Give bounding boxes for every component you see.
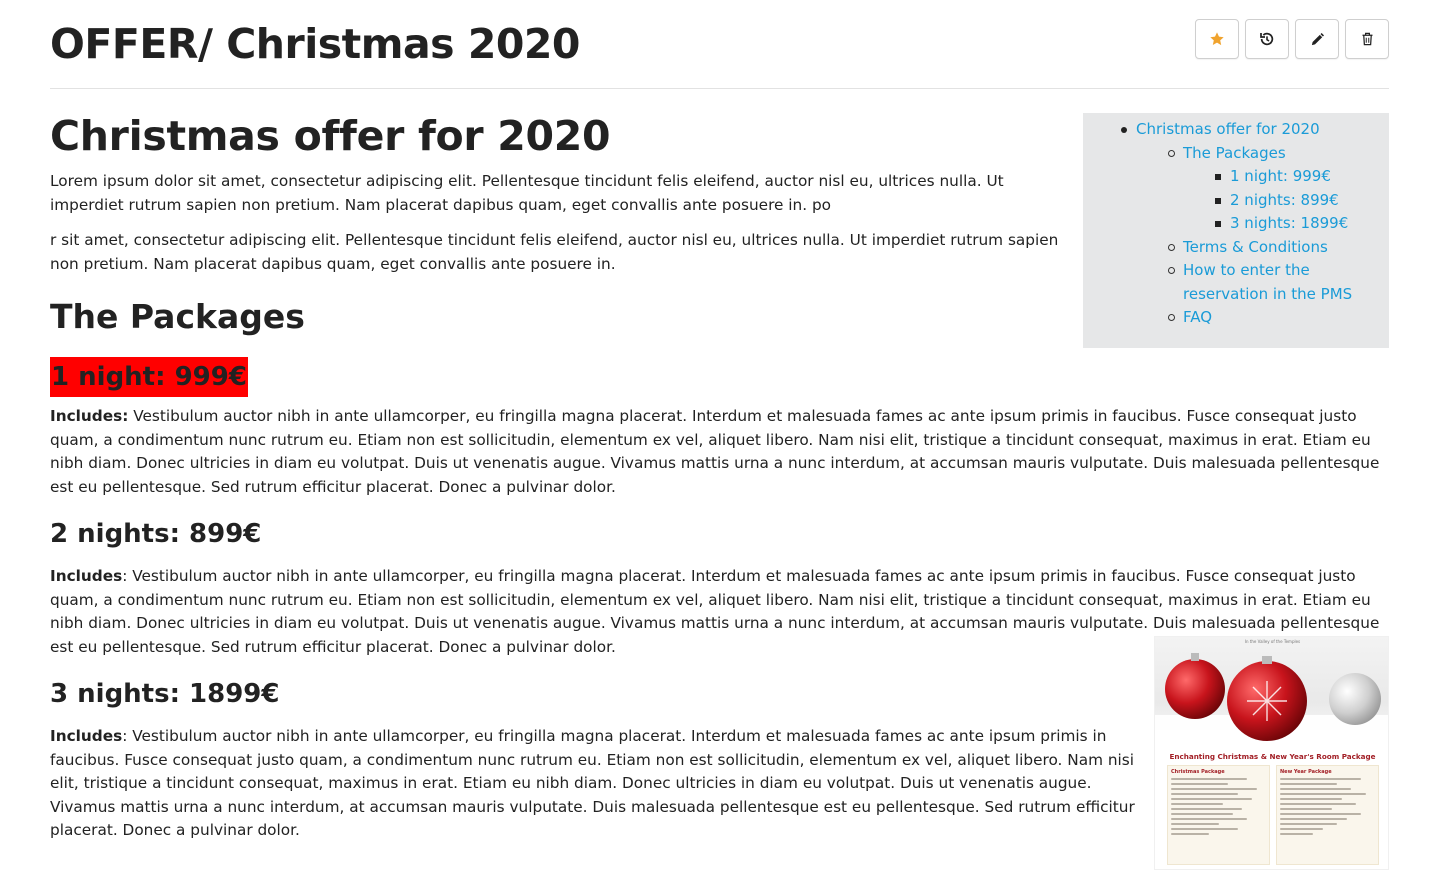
trash-icon xyxy=(1360,31,1375,47)
article-heading: Christmas offer for 2020 xyxy=(50,112,611,160)
toc-item xyxy=(1121,118,1381,330)
intro-paragraph-2: r sit amet, consectetur adipiscing elit. Pellentesque tincidunt felis eleifend, auctor nisl eu, ultrices nulla. Ut imperdiet rutrum sapien non pretium. Nam placerat dapibus quam, eget convallis ante posuere in. xyxy=(50,231,1059,273)
table-of-contents xyxy=(1083,113,1389,348)
toc-item xyxy=(1136,236,1381,260)
toc-link-packages[interactable]: The Packages xyxy=(1183,143,1286,162)
packages-heading: The Packages xyxy=(50,297,305,336)
package-1-title: 1 night: 999€ xyxy=(50,357,248,397)
offer-poster-image xyxy=(1154,636,1389,870)
toc-link-1-night[interactable]: 1 night: 999€ xyxy=(1230,167,1331,185)
toc-item xyxy=(1183,165,1381,189)
toc-item xyxy=(1183,189,1381,213)
page-header xyxy=(50,14,1389,89)
package-2-text: : Vestibulum auctor nibh in ante ullamcorper, eu fringilla magna placerat. Interdum et malesuada fames ac ante ipsum primis in faucibus. Fusce consequat justo quam, a condimentum nunc rutrum eu. Etiam non est sollicitudin, elementum ex vel, aliquet libero. Nam nisi elit, tristique a tincidunt consequat, maximus in erat. Etiam eu nibh diam. Donec ultricies in diam eu volutpat. Duis ut venenatis augue. Vivamus mattis urna a nunc interdum, at accumsan mauris vulputate. Duis malesuada pellentesque est eu pellentesque. Sed rutrum efficitur placerat. Donec a pulvinar dolor. xyxy=(50,567,1380,656)
edit-button[interactable] xyxy=(1295,19,1339,59)
pencil-icon xyxy=(1310,32,1325,47)
toc-link-pms[interactable]: How to enter the reservation in the PMS xyxy=(1183,261,1353,303)
poster-column-title: New Year Package xyxy=(1280,769,1332,775)
poster-caption: In the Valley of the Temples xyxy=(1244,639,1301,644)
history-button[interactable] xyxy=(1245,19,1289,59)
package-2-title: 2 nights: 899€ xyxy=(50,519,262,549)
poster-heading: Enchanting Christmas & New Year's Room Package xyxy=(1169,752,1376,761)
toc-link-christmas-offer[interactable]: Christmas offer for 2020 xyxy=(1136,120,1320,138)
favorite-button[interactable] xyxy=(1195,19,1239,59)
christmas-ornaments-photo xyxy=(1155,637,1389,747)
poster-column-christmas xyxy=(1167,765,1270,865)
toc-link-faq[interactable]: FAQ xyxy=(1183,308,1213,326)
includes-label: Includes: xyxy=(50,407,129,425)
intro-paragraph-1: Lorem ipsum dolor sit amet, consectetur adipiscing elit. Pellentesque tincidunt felis eleifend, auctor nisl eu, ultrices nulla. Ut imperdiet rutrum sapien non pretium. Nam placerat dapibus quam, eget convallis ante posuere in. po xyxy=(50,172,1004,214)
toolbar xyxy=(1195,19,1389,59)
star-icon xyxy=(1209,31,1225,47)
poster-column-title: Christmas Package xyxy=(1171,769,1225,775)
poster-column-new-year xyxy=(1276,765,1379,865)
toc-item xyxy=(1183,212,1381,236)
package-1-description xyxy=(50,405,1380,499)
ornaments-illustration xyxy=(1155,637,1389,747)
toc-link-3-nights[interactable]: 3 nights: 1899€ xyxy=(1230,214,1349,232)
toc-item xyxy=(1136,259,1381,306)
toc-item xyxy=(1136,142,1381,236)
toc-link-2-nights[interactable]: 2 nights: 899€ xyxy=(1230,190,1339,209)
includes-label: Includes xyxy=(50,567,123,585)
toc-link-terms[interactable]: Terms & Conditions xyxy=(1183,237,1328,256)
poster-columns xyxy=(1167,765,1379,865)
package-3-description xyxy=(50,725,1148,843)
delete-button[interactable] xyxy=(1345,19,1389,59)
page-title: OFFER/ Christmas 2020 xyxy=(50,20,580,68)
includes-label: Includes xyxy=(50,727,123,745)
package-3-text: : Vestibulum auctor nibh in ante ullamcorper, eu fringilla magna placerat. Interdum et malesuada fames ac ante ipsum primis in faucibus. Fusce consequat justo quam, a condimentum nunc rutrum eu. Etiam non est sollicitudin, elementum ex vel, aliquet libero. Nam nisi elit, tristique a tincidunt consequat, maximus in erat. Etiam eu nibh diam. Donec ultricies in diam eu volutpat. Duis ut venenatis augue. Vivamus mattis urna a nunc interdum, at accumsan mauris vulputate. Duis malesuada pellentesque est eu pellentesque. Sed rutrum efficitur placerat. Donec a pulvinar dolor. xyxy=(50,727,1135,839)
history-icon xyxy=(1259,31,1275,47)
package-3-title: 3 nights: 1899€ xyxy=(50,679,280,709)
toc-item xyxy=(1136,306,1381,330)
package-1-text: Vestibulum auctor nibh in ante ullamcorper, eu fringilla magna placerat. Interdum et malesuada fames ac ante ipsum primis in faucibus. Fusce consequat justo quam, a condimentum nunc rutrum eu. Etiam non est sollicitudin, elementum ex vel, aliquet libero. Nam nisi elit, tristique a tincidunt consequat, maximus in erat. Etiam eu nibh diam. Donec ultricies in diam eu volutpat. Duis ut venenatis augue. Vivamus mattis urna a nunc interdum, at accumsan mauris vulputate. Duis malesuada pellentesque est eu pellentesque. Sed rutrum efficitur placerat. Donec a pulvinar dolor. xyxy=(50,407,1380,496)
